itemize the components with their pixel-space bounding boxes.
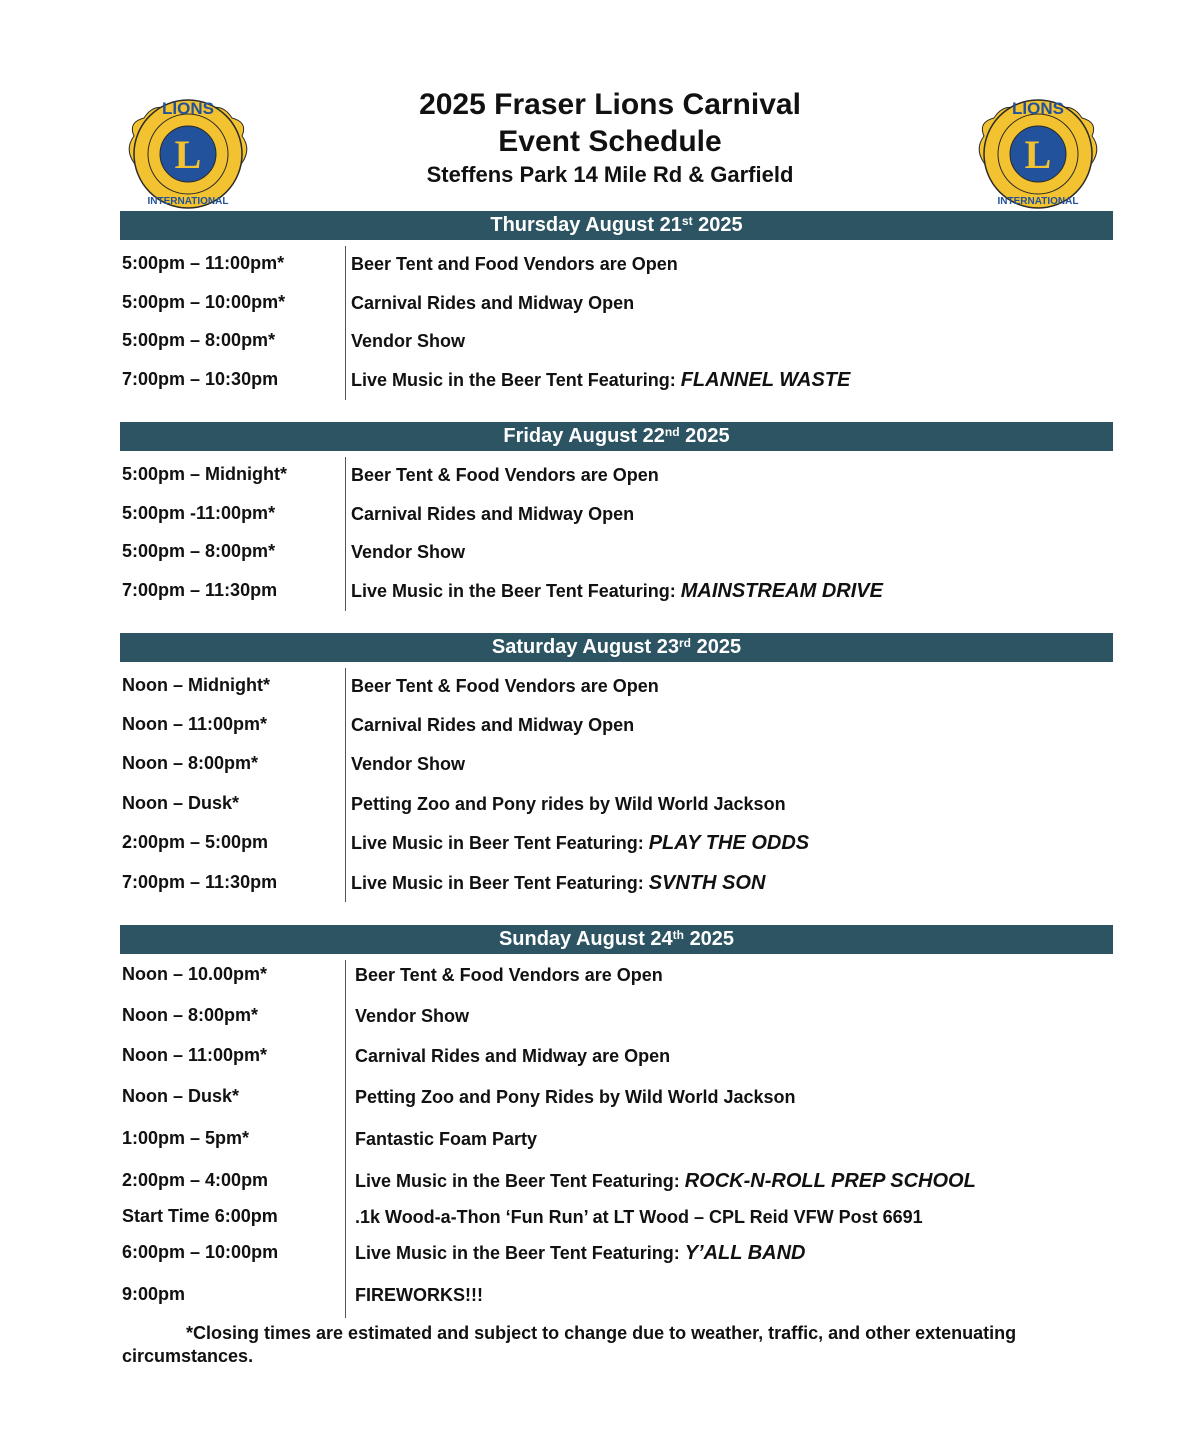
event-text: Beer Tent & Food Vendors are Open (351, 676, 659, 696)
day-bar-sunday (120, 925, 1113, 954)
event-time: Noon – Dusk* (122, 1086, 240, 1106)
event-text: Beer Tent and Food Vendors are Open (351, 254, 678, 274)
event-description (351, 503, 634, 526)
event-text: Live Music in Beer Tent Featuring: (351, 873, 649, 893)
day-title: Sunday August 24 (498, 928, 673, 950)
event-time: 5:00pm – Midnight* (122, 464, 288, 484)
event-text: Live Music in the Beer Tent Featuring: (355, 1243, 685, 1263)
day-suffix: st (681, 214, 693, 228)
event-time: 7:00pm – 10:30pm (122, 369, 279, 389)
page-title: 2025 Fraser Lions Carnival (419, 88, 801, 121)
footnote-text: *Closing times are estimated and subject to change due to weather, traffic, and other extenuating circumstances. (122, 1323, 1017, 1366)
day-title: Saturday August 23 (491, 636, 680, 658)
event-description (355, 1242, 805, 1265)
featured-act: FLANNEL WASTE (680, 369, 851, 391)
event-text: Carnival Rides and Midway Open (351, 504, 635, 524)
event-time: 7:00pm – 11:30pm (122, 872, 278, 892)
day-suffix: nd (664, 425, 680, 439)
event-description (351, 753, 465, 776)
event-text: Live Music in the Beer Tent Featuring: (351, 370, 681, 390)
event-text: Carnival Rides and Midway are Open (355, 1046, 671, 1066)
event-text: Petting Zoo and Pony Rides by Wild World Jackson (355, 1087, 796, 1107)
featured-act: PLAY THE ODDS (648, 832, 810, 854)
event-text: Petting Zoo and Pony rides by Wild World Jackson (351, 794, 786, 814)
column-divider (345, 960, 346, 1318)
day-suffix: th (672, 928, 684, 942)
event-description (351, 330, 465, 353)
day-year: 2025 (689, 928, 735, 950)
event-time: 2:00pm – 5:00pm (122, 832, 269, 852)
event-description (351, 714, 634, 737)
page-subtitle: Steffens Park 14 Mile Rd & Garfield (426, 162, 794, 187)
event-description (355, 1206, 923, 1229)
featured-act: SVNTH SON (648, 872, 766, 894)
event-description (351, 369, 850, 392)
event-time: Noon – 11:00pm* (122, 1045, 268, 1065)
event-time: 5:00pm -11:00pm* (122, 503, 276, 523)
event-time: 5:00pm – 11:00pm* (122, 253, 285, 273)
featured-act: Y’ALL BAND (684, 1242, 806, 1264)
svg-text:L: L (1024, 132, 1052, 177)
event-description (351, 675, 659, 698)
day-title: Thursday August 21 (490, 214, 682, 236)
svg-text:INTERNATIONAL: INTERNATIONAL (147, 196, 229, 207)
event-time: 6:00pm – 10:00pm (122, 1242, 279, 1262)
event-text: Carnival Rides and Midway Open (351, 715, 635, 735)
event-text: FIREWORKS!!! (355, 1285, 483, 1305)
event-time: 7:00pm – 11:30pm (122, 580, 278, 600)
event-description (355, 1045, 670, 1068)
lions-logo-right (970, 92, 1106, 216)
column-divider (345, 457, 346, 611)
featured-act: MAINSTREAM DRIVE (680, 580, 883, 602)
event-text: Vendor Show (351, 542, 466, 562)
event-time: Noon – 8:00pm* (122, 1005, 259, 1025)
event-description (355, 1284, 483, 1307)
event-description (355, 1005, 469, 1028)
day-bar-saturday (120, 633, 1113, 662)
event-time: 9:00pm (122, 1284, 186, 1304)
event-description (355, 1170, 976, 1193)
event-text: Vendor Show (351, 754, 466, 774)
event-description (351, 292, 634, 315)
day-year: 2025 (698, 214, 743, 236)
event-time: Noon – Dusk* (122, 793, 240, 813)
day-year: 2025 (685, 425, 730, 447)
event-description (351, 872, 765, 895)
event-time: Start Time 6:00pm (122, 1206, 278, 1226)
event-description (355, 1086, 796, 1109)
event-description (355, 964, 663, 987)
event-text: Carnival Rides and Midway Open (351, 293, 635, 313)
event-time: Noon – 8:00pm* (122, 753, 259, 773)
event-text: Beer Tent & Food Vendors are Open (351, 465, 659, 485)
column-divider (345, 668, 346, 902)
event-time: 2:00pm – 4:00pm (122, 1170, 269, 1190)
event-text: Live Music in the Beer Tent Featuring: (351, 581, 681, 601)
event-description (351, 253, 678, 276)
event-time: 5:00pm – 8:00pm* (122, 330, 276, 350)
day-title: Friday August 22 (503, 425, 665, 447)
event-time: Noon – 10.00pm* (122, 964, 268, 984)
lions-logo-left (120, 92, 256, 216)
svg-text:LIONS: LIONS (162, 99, 214, 118)
featured-act: ROCK-N-ROLL PREP SCHOOL (684, 1170, 976, 1192)
event-description (355, 1128, 537, 1151)
footnote (122, 1322, 1112, 1368)
event-text: Beer Tent & Food Vendors are Open (355, 965, 663, 985)
svg-text:LIONS: LIONS (1012, 99, 1064, 118)
event-text: Live Music in Beer Tent Featuring: (351, 833, 649, 853)
event-description (351, 580, 883, 603)
day-bar-thursday (120, 211, 1113, 240)
event-description (351, 541, 465, 564)
event-description (351, 793, 786, 816)
day-bar-friday (120, 422, 1113, 451)
column-divider (345, 246, 346, 400)
svg-text:INTERNATIONAL: INTERNATIONAL (997, 196, 1079, 207)
event-time: Noon – Midnight* (122, 675, 270, 695)
event-text: Vendor Show (355, 1006, 470, 1026)
page-header (300, 86, 920, 190)
event-text: Fantastic Foam Party (355, 1129, 538, 1149)
event-description (351, 832, 809, 855)
event-text: Live Music in the Beer Tent Featuring: (355, 1171, 685, 1191)
event-text: .1k Wood-a-Thon ‘Fun Run’ at LT Wood – CPL Reid VFW Post 6691 (355, 1207, 923, 1227)
svg-text:L: L (174, 132, 202, 177)
day-year: 2025 (696, 636, 742, 658)
event-time: 5:00pm – 10:00pm* (122, 292, 286, 312)
day-suffix: rd (679, 636, 692, 650)
event-time: Noon – 11:00pm* (122, 714, 268, 734)
event-text: Vendor Show (351, 331, 466, 351)
event-description (351, 464, 659, 487)
event-time: 1:00pm – 5pm* (122, 1128, 250, 1148)
page-title-line2: Event Schedule (498, 125, 722, 158)
event-time: 5:00pm – 8:00pm* (122, 541, 276, 561)
